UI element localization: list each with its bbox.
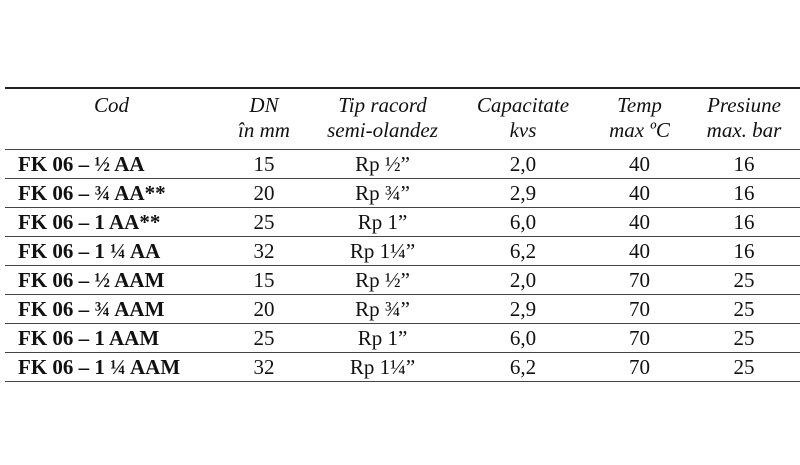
cell-temp: 70 (629, 355, 650, 379)
table-row (5, 237, 800, 266)
cell-capacitate: 2,0 (509, 268, 537, 292)
table-row (5, 179, 800, 208)
cell-presiune: 25 (733, 355, 755, 379)
cell-code: FK 06 – ¾ AA** (18, 181, 166, 205)
cell-code: FK 06 – ¾ AAM (18, 297, 165, 321)
cell-temp: 40 (629, 181, 650, 205)
cell-code: FK 06 – 1 ¼ AAM (18, 355, 181, 379)
cell-dn: 20 (253, 297, 275, 321)
cell-presiune: 25 (733, 326, 755, 350)
spec-table (5, 87, 800, 382)
cell-temp: 70 (629, 297, 650, 321)
cell-presiune: 25 (733, 297, 755, 321)
table-body (5, 150, 800, 382)
cell-dn: 15 (253, 268, 275, 292)
table-row (5, 150, 800, 179)
cell-code: FK 06 – 1 AAM (18, 326, 160, 350)
cell-tip-racord: Rp ½” (355, 152, 410, 176)
cell-capacitate: 6,2 (509, 355, 537, 379)
cell-code: FK 06 – 1 AA** (18, 210, 161, 234)
header-temp: Temp max ºC (609, 93, 670, 142)
cell-presiune: 16 (733, 181, 755, 205)
cell-tip-racord: Rp ¾” (355, 297, 410, 321)
cell-temp: 70 (629, 326, 650, 350)
cell-temp: 70 (629, 268, 650, 292)
cell-dn: 32 (253, 355, 275, 379)
table-row (5, 208, 800, 237)
cell-code: FK 06 – ½ AA (18, 152, 145, 176)
cell-presiune: 16 (733, 152, 755, 176)
cell-code: FK 06 – ½ AAM (18, 268, 165, 292)
cell-tip-racord: Rp 1¼” (349, 239, 416, 263)
cell-capacitate: 6,0 (509, 210, 537, 234)
cell-presiune: 16 (733, 239, 755, 263)
table-row (5, 295, 800, 324)
cell-dn: 25 (253, 326, 275, 350)
header-tip-racord: Tip racord semi-olandez (327, 93, 438, 142)
cell-capacitate: 2,9 (509, 297, 537, 321)
cell-temp: 40 (629, 152, 650, 176)
header-cod: Cod (93, 93, 129, 117)
cell-tip-racord: Rp ½” (355, 268, 410, 292)
cell-dn: 32 (253, 239, 275, 263)
header-dn: DN în mm (238, 93, 290, 142)
cell-temp: 40 (629, 239, 650, 263)
cell-capacitate: 2,0 (509, 152, 537, 176)
header-presiune: Presiune max. bar (706, 93, 782, 142)
cell-tip-racord: Rp 1¼” (349, 355, 416, 379)
cell-capacitate: 6,0 (509, 326, 537, 350)
cell-tip-racord: Rp 1” (357, 210, 408, 234)
table-row (5, 266, 800, 295)
cell-capacitate: 2,9 (509, 181, 537, 205)
cell-temp: 40 (629, 210, 650, 234)
table-header (5, 89, 800, 150)
cell-presiune: 25 (733, 268, 755, 292)
cell-dn: 20 (253, 181, 275, 205)
table-row (5, 324, 800, 353)
cell-dn: 25 (253, 210, 275, 234)
cell-tip-racord: Rp ¾” (355, 181, 410, 205)
cell-presiune: 16 (733, 210, 755, 234)
cell-code: FK 06 – 1 ¼ AA (18, 239, 161, 263)
table-row (5, 353, 800, 382)
cell-capacitate: 6,2 (509, 239, 537, 263)
cell-dn: 15 (253, 152, 275, 176)
header-capacitate: Capacitate kvs (476, 93, 570, 142)
cell-tip-racord: Rp 1” (357, 326, 408, 350)
